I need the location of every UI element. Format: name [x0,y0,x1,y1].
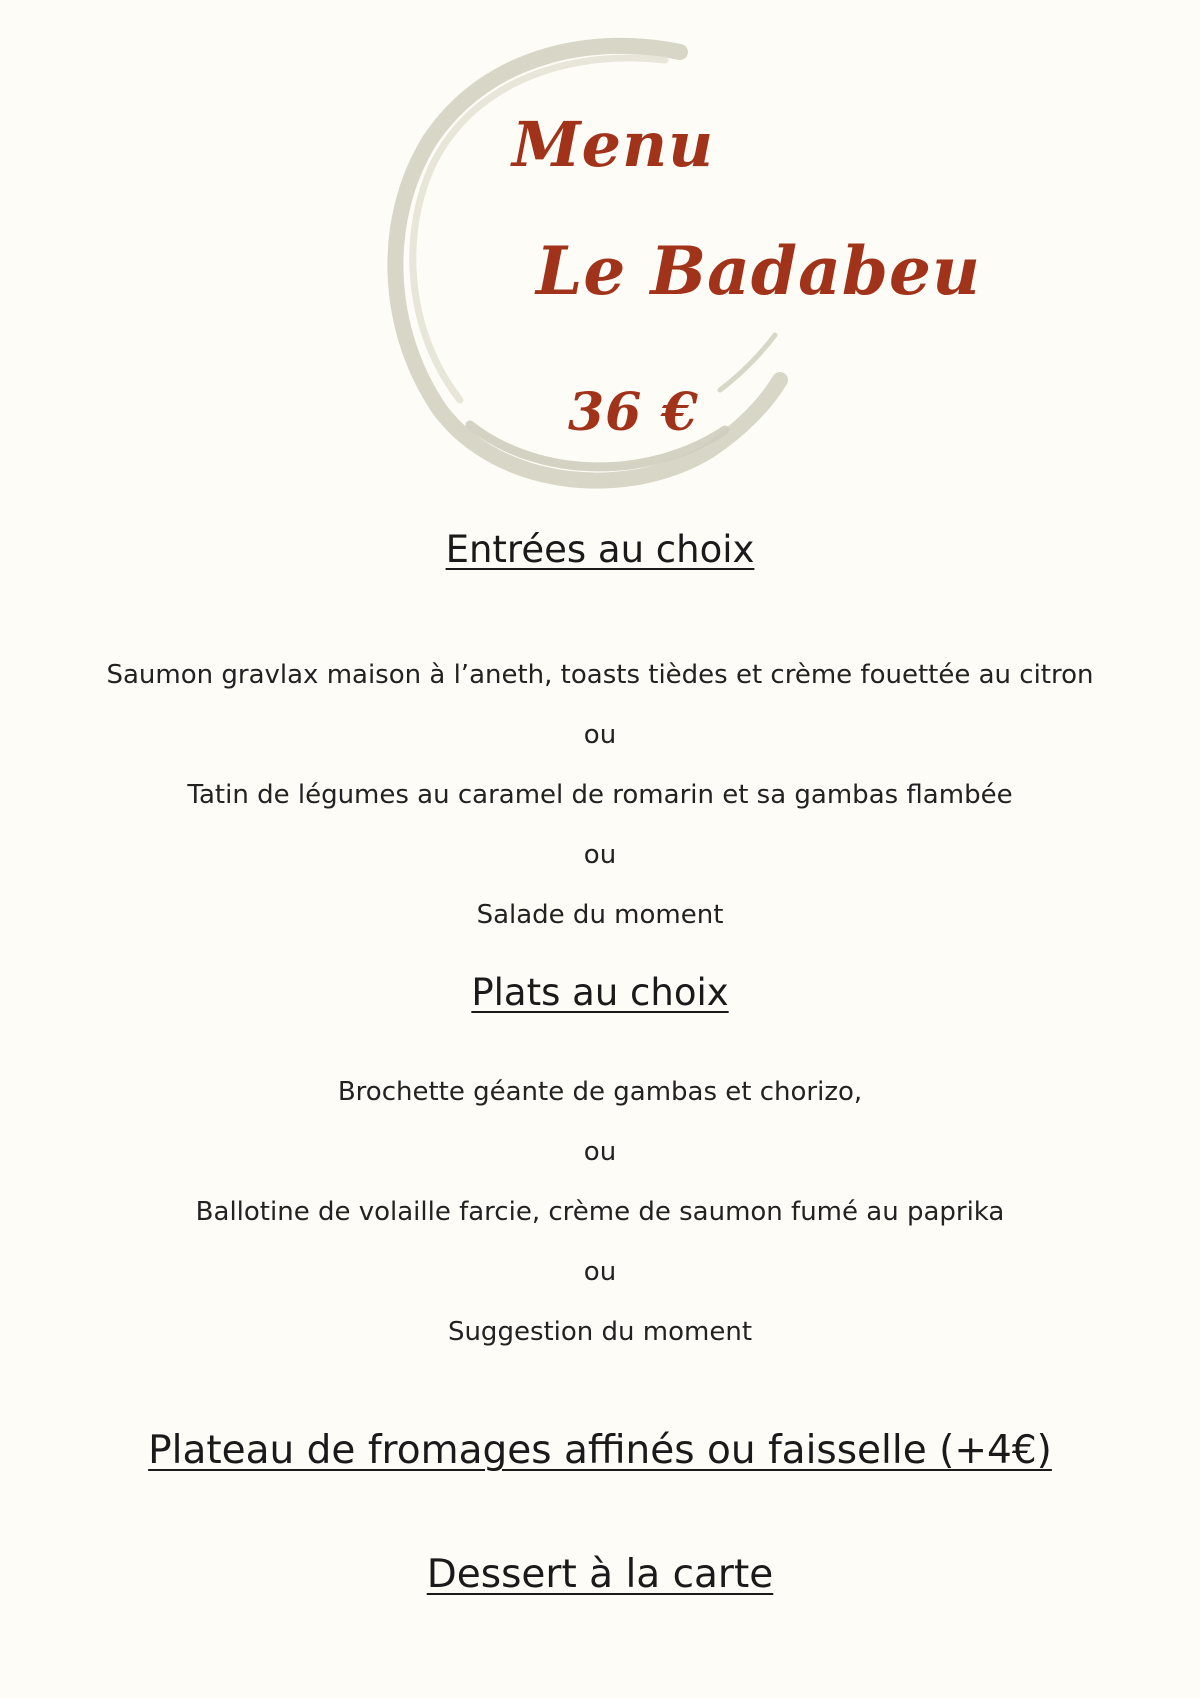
plat-item-1: Brochette géante de gambas et chorizo, [337,1077,863,1107]
menu-title: Menu [512,108,715,181]
plat-separator-2: ou [583,1257,617,1287]
plat-item-2: Ballotine de volaille farcie, crème de saumon fumé au paprika [195,1197,1005,1227]
menu-header [0,0,1200,520]
cheese-section-title: Plateau de fromages affinés ou faisselle (+4€) [148,1428,1052,1473]
plat-item-3: Suggestion du moment [447,1317,753,1347]
entree-item-1: Saumon gravlax maison à l’aneth, toasts tièdes et crème fouettée au citron [106,660,1094,690]
entree-separator-1: ou [583,720,617,750]
menu-price: 36 € [568,382,699,443]
plat-separator-1: ou [583,1137,617,1167]
dessert-section-title: Dessert à la carte [426,1552,774,1597]
entree-item-2: Tatin de légumes au caramel de romarin et sa gambas flambée [187,780,1013,810]
entree-item-3: Salade du moment [476,900,724,930]
restaurant-name: Le Badabeu [536,232,981,310]
entree-separator-2: ou [583,840,617,870]
entrees-section-title: Entrées au choix [445,528,755,571]
plats-section-title: Plats au choix [471,971,729,1014]
